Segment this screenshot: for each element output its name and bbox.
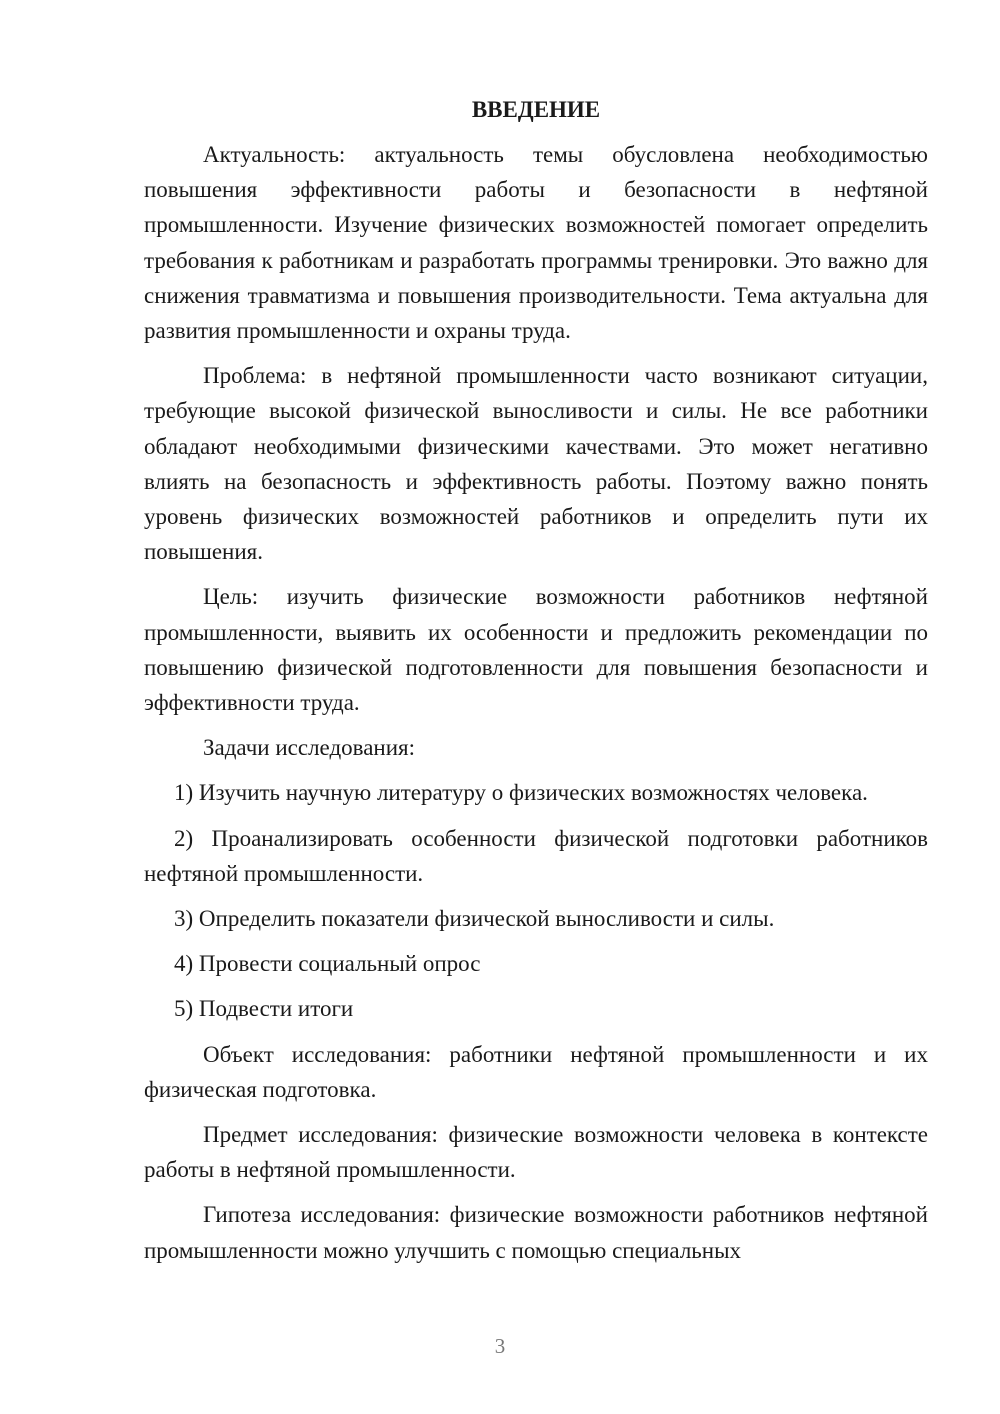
- paragraph-goal: Цель: изучить физические возможности работников нефтяной промышленности, выявить их особенности и предложить рекомендации по повышению физической подготовленности для повышения безопасности и эффективности труда.: [144, 584, 928, 716]
- paragraph-object: Объект исследования: работники нефтяной промышленности и их физическая подготовка.: [144, 1041, 928, 1102]
- task-item-4: 4) Провести социальный опрос: [174, 951, 481, 977]
- paragraph-problem: Проблема: в нефтяной промышленности часто возникают ситуации, требующие высокой физической выносливости и силы. Не все работники обладают необходимыми физическими качествами. Это может негативно влиять на безопасность и эффективность работы. Поэтому важно понять уровень физических возможностей работников и определить пути их повышения.: [144, 363, 928, 565]
- task-item-5: 5) Подвести итоги: [174, 996, 354, 1022]
- task-item-1: 1) Изучить научную литературу о физических возможностях человека.: [174, 780, 868, 806]
- paragraph-relevance: Актуальность: актуальность темы обусловлена необходимостью повышения эффективности работы и безопасности в нефтяной промышленности. Изучение физических возможностей помогает определить требования к работникам и разработать программы тренировки. Это важно для снижения травматизма и повышения производительности. Тема актуальна для развития промышленности и охраны труда.: [144, 142, 928, 344]
- document-body: [144, 92, 928, 1278]
- paragraph-tasks-heading: Задачи исследования:: [203, 735, 416, 761]
- paragraph-hypothesis: Гипотеза исследования: физические возможности работников нефтяной промышленности можно улучшить с помощью специальных: [144, 1202, 928, 1263]
- section-title: ВВЕДЕНИЕ: [471, 97, 601, 122]
- task-item-3: 3) Определить показатели физической выносливости и силы.: [174, 906, 775, 932]
- task-item-2: 2) Проанализировать особенности физической подготовки работников нефтяной промышленности.: [144, 825, 928, 886]
- page-number: 3: [494, 1334, 506, 1358]
- paragraph-subject: Предмет исследования: физические возможности человека в контексте работы в нефтяной промышленности.: [144, 1122, 928, 1183]
